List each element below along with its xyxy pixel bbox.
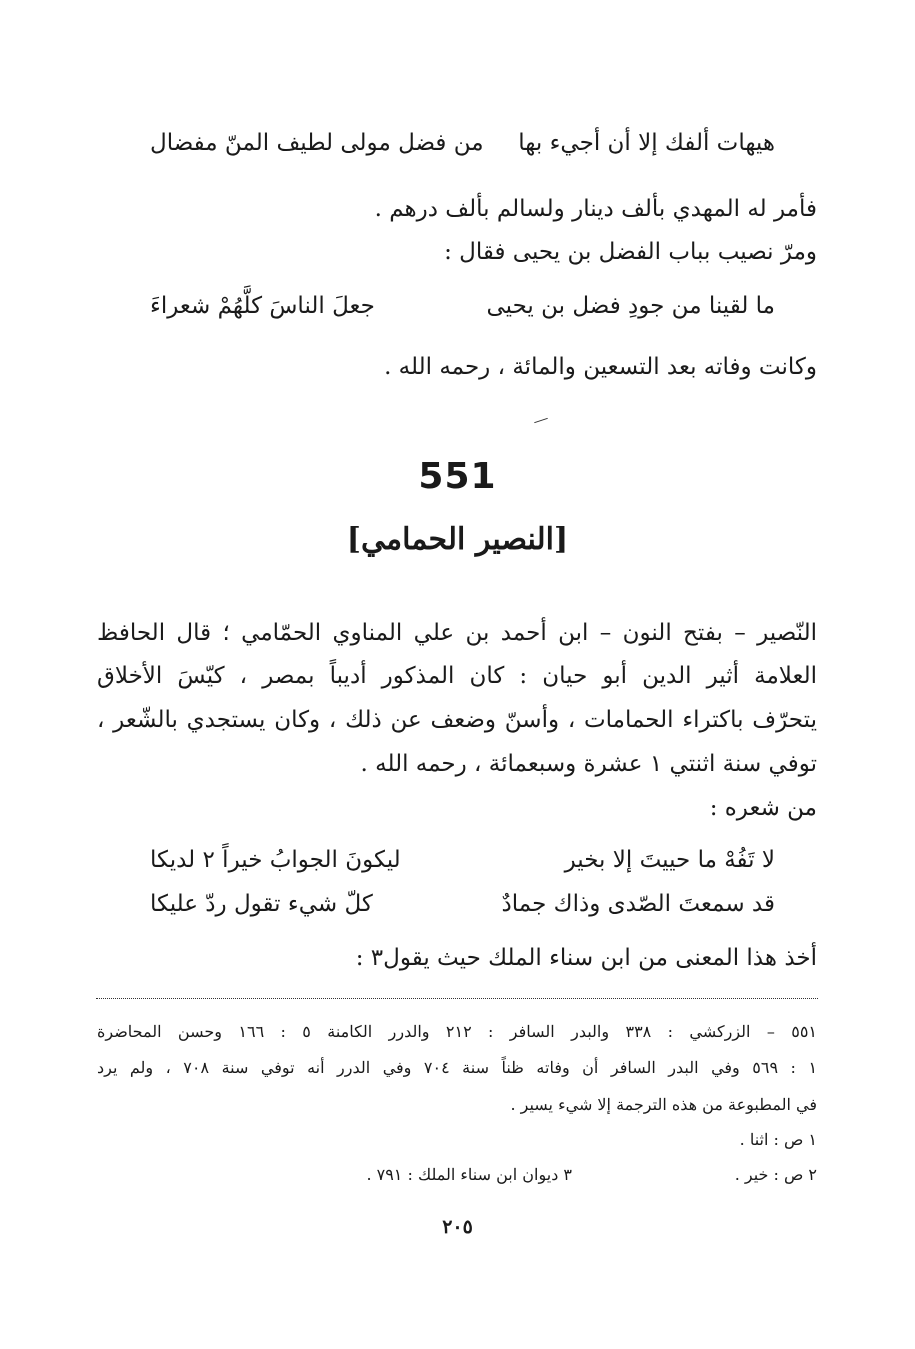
- entry-title: [النصير الحمامي]: [346, 522, 569, 557]
- verse-line: [150, 840, 775, 880]
- verse-second-hemistich: كلّ شيء تقول ردّ عليكا: [150, 891, 373, 917]
- entry-body-line: النّصير – بفتح النون – ابن أحمد بن علي المناوي الحمّامي ؛ قال الحافظ: [97, 620, 817, 646]
- footnote-note-3: ٣ ديوان ابن سناء الملك : ٧٩١ .: [366, 1165, 572, 1184]
- prose-line: فأمر له المهدي بألف دينار ولسالم بألف درهم .: [374, 196, 817, 222]
- closing-line: وكانت وفاته بعد التسعين والمائة ، رحمه الله .: [384, 354, 817, 380]
- separator-mark: [534, 418, 548, 423]
- footnote-line: [97, 1162, 817, 1188]
- entry-body-line: توفي سنة اثنتي ١ عشرة وسبعمائة ، رحمه الله .: [360, 751, 817, 777]
- footnote-line: ١ ص : اثنا .: [739, 1130, 817, 1149]
- footnote-line: ١ : ٥٦٩ وفي البدر السافر أن وفاته ظناً سنة ٧٠٤ وفي الدرر أنه توفي سنة ٧٠٨ ، ولم يرد: [97, 1058, 818, 1077]
- entry-body-line: يتحرّف باكتراء الحمامات ، وأسنّ وضعف عن ذلك ، وكان يستجدي بالشّعر ،: [97, 707, 817, 733]
- footnote-line: في المطبوعة من هذه الترجمة إلا شيء يسير .: [510, 1095, 817, 1114]
- verse-line: [150, 286, 775, 326]
- verse-line: [150, 884, 775, 924]
- footnote-note-2: ٢ ص : خير .: [734, 1165, 817, 1184]
- entry-body-line: من شعره :: [709, 795, 817, 821]
- entry-body-line: أخذ هذا المعنى من ابن سناء الملك حيث يقول٣ :: [355, 945, 817, 971]
- verse-first-hemistich: هيهات ألفك إلا أن أجيء بها: [518, 130, 775, 156]
- verse-second-hemistich: جعلَ الناسَ كلَّهُمْ شعراءَ: [150, 293, 375, 319]
- page-number: ٢٠٥: [442, 1216, 473, 1238]
- verse-second-hemistich: من فضل مولى لطيف المنّ مفضال: [150, 130, 484, 156]
- verse-first-hemistich: لا تَفُهْ ما حييتَ إلا بخير: [564, 847, 775, 873]
- prose-line: ومرّ نصيب بباب الفضل بن يحيى فقال :: [444, 239, 817, 265]
- verse-line: [150, 123, 775, 163]
- entry-body-line: العلامة أثير الدين أبو حيان : كان المذكور أديباً بمصر ، كيّسَ الأخلاق: [97, 663, 817, 689]
- footnote-divider: [96, 998, 818, 999]
- verse-first-hemistich: قد سمعتَ الصّدى وذاك جمادٌ: [501, 891, 775, 917]
- entry-number: 551: [418, 456, 497, 497]
- verse-second-hemistich: ليكونَ الجوابُ خيراً ٢ لديكا: [150, 847, 401, 873]
- verse-first-hemistich: ما لقينا من جودِ فضل بن يحيى: [486, 293, 775, 319]
- footnote-line: ٥٥١ – الزركشي : ٣٣٨ والبدر السافر : ٢١٢ والدرر الكامنة ٥ : ١٦٦ وحسن المحاضرة: [97, 1022, 818, 1041]
